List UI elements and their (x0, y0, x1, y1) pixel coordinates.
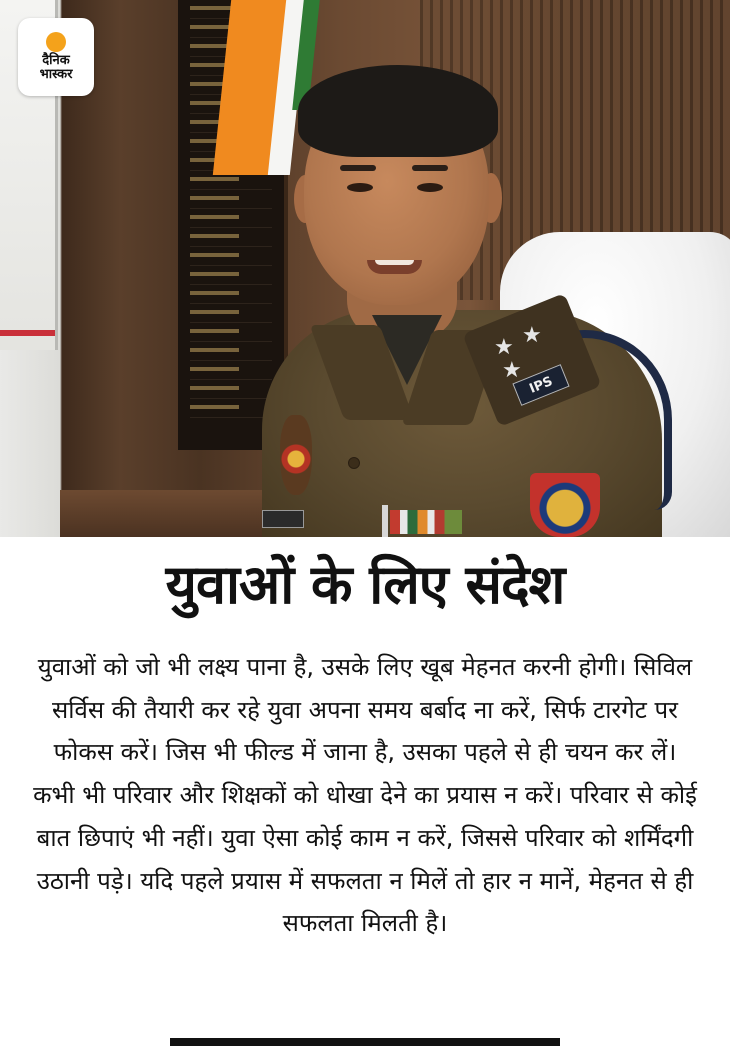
pen-icon (382, 505, 388, 537)
logo-line-2: भास्कर (39, 67, 73, 82)
star-icon: ★ (494, 335, 514, 360)
headline: युवाओं के लिए संदेश (165, 553, 565, 616)
officer-figure (232, 55, 662, 537)
logo-line-1: दैनिक (42, 53, 70, 68)
hair (298, 65, 498, 157)
star-icon: ★ (522, 323, 542, 348)
chest-badge-icon (280, 415, 312, 495)
star-icon: ★ (502, 358, 522, 383)
dainik-bhaskar-logo (18, 18, 94, 96)
name-tag (262, 510, 304, 528)
sun-icon (46, 32, 66, 52)
up-police-patch-icon (530, 473, 600, 537)
message-paragraph: युवाओं को जो भी लक्ष्य पाना है, उसके लिए खूब मेहनत करनी होगी। सिविल सर्विस की तैयारी कर रहे युवा अपना समय बर्बाद ना करें, सिर्फ टारगेट पर फोकस करें। जिस भी फील्ड में जाना है, उसका पहले से ही चयन कर लें। कभी भी परिवार और शिक्षकों को धोखा देने का प्रयास न करें। परिवार से कोई बात छिपाएं भी नहीं। युवा ऐसा कोई काम न करें, जिससे परिवार को शर्मिंदगी उठानी पड़े। यदि पहले प्रयास में सफलता न मिलें तो हार न मानें, मेहनत से ही सफलता मिलती है। (33, 653, 697, 938)
ips-badge: IPS (512, 364, 569, 406)
bottom-divider (170, 1038, 560, 1046)
medal-ribbon (390, 510, 462, 534)
